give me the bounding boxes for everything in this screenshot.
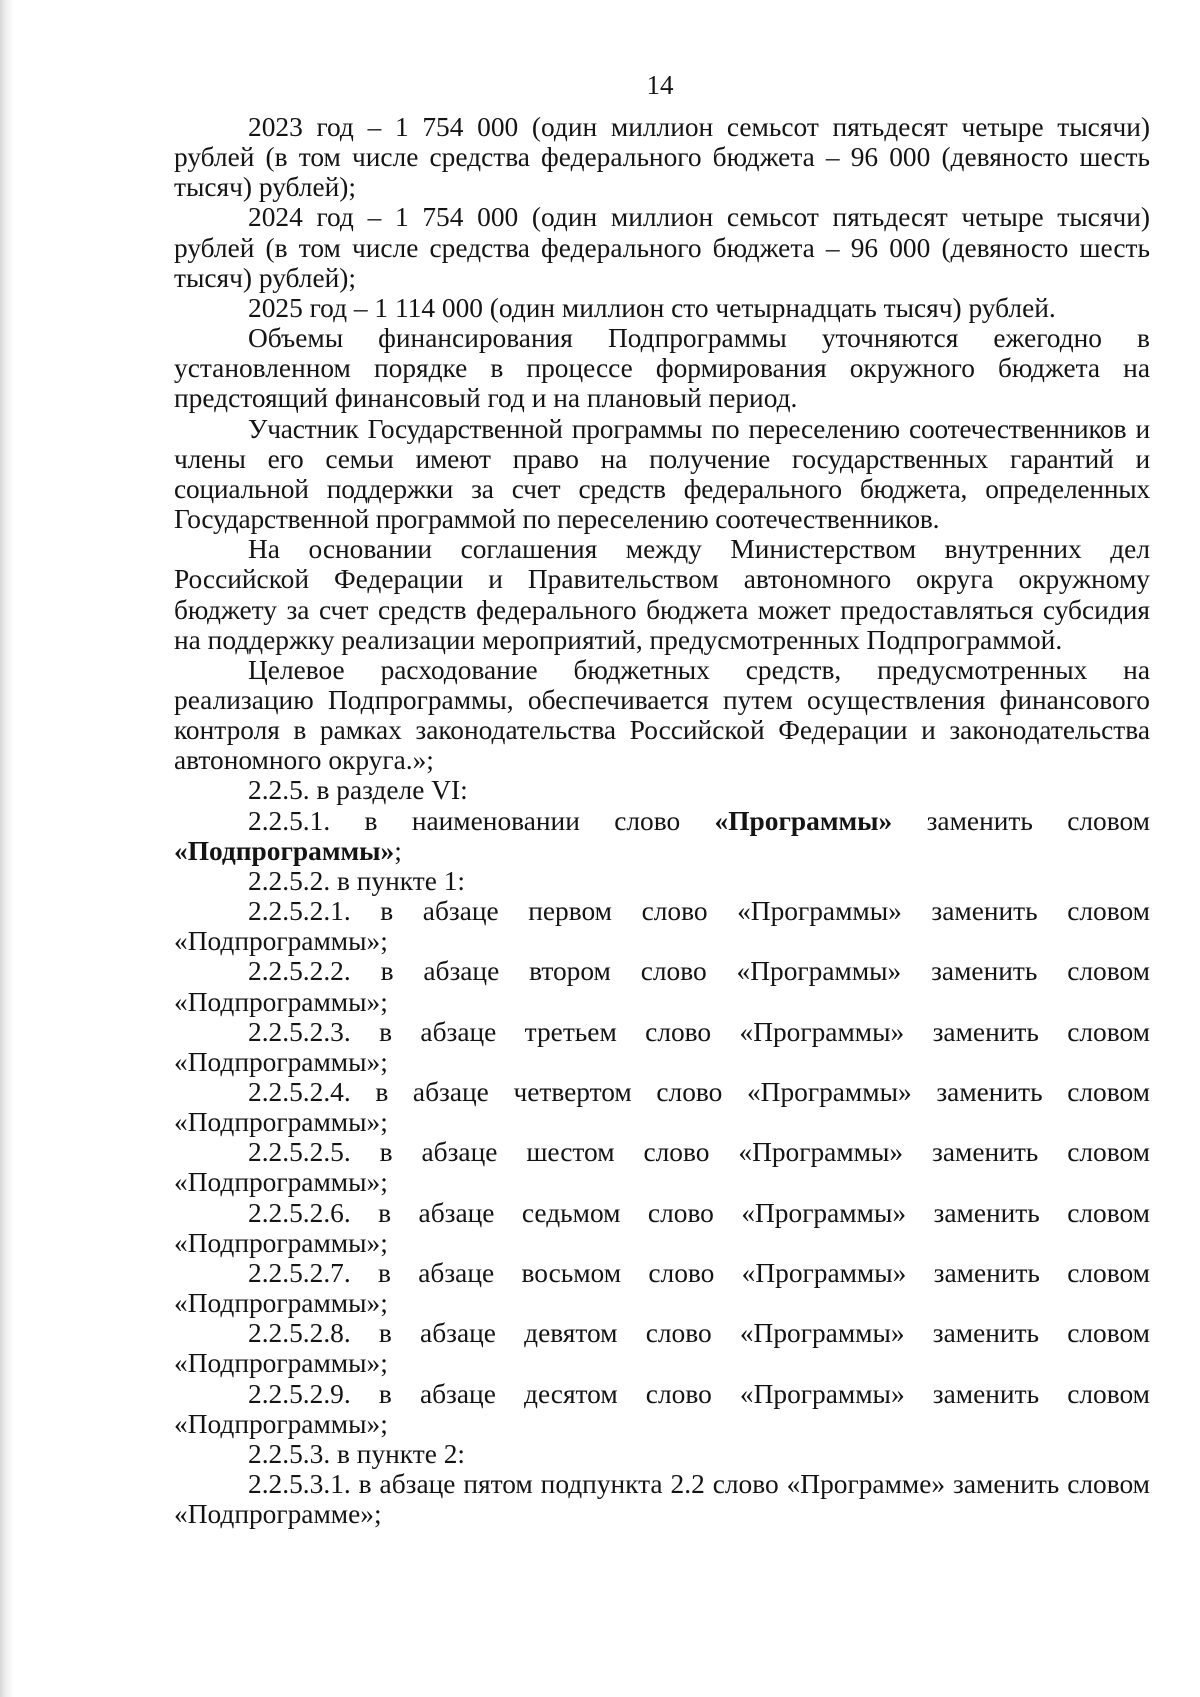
- list-item: 2.2.5.2.3. в абзаце третьем слово «Программы» заменить словом «Подпрограммы»;: [174, 1016, 1150, 1077]
- paragraph-2-2-5-1: [174, 806, 1150, 866]
- paragraph-2-2-5-3: 2.2.5.3. в пункте 2:: [248, 1438, 466, 1469]
- paragraph-2-2-5-2: 2.2.5.2. в пункте 1:: [248, 865, 466, 896]
- paragraph-agreement-subsidy: На основании соглашения между Министерством внутренних дел Российской Федерации и Правительством автономного округа окружному бюджету за счет средств федерального бюджета может предоставляться субсидия на поддержку реализации мероприятий, предусмотренных Подпрограммой.: [174, 534, 1150, 655]
- list-item: 2.2.5.2.5. в абзаце шестом слово «Программы» заменить словом «Подпрограммы»;: [174, 1137, 1150, 1198]
- amendment-middle: заменить словом: [892, 805, 1150, 836]
- page-number: 14: [646, 70, 674, 100]
- list-item: 2.2.5.2.1. в абзаце первом слово «Программы» заменить словом «Подпрограммы»;: [174, 896, 1150, 957]
- list-item: 2.2.5.2.9. в абзаце десятом слово «Программы» заменить словом «Подпрограммы»;: [174, 1378, 1150, 1439]
- scan-page-edge: [0, 0, 14, 1697]
- list-item: 2.2.5.2.6. в абзаце седьмом слово «Программы» заменить словом «Подпрограммы»;: [174, 1197, 1150, 1258]
- paragraph-funding-volumes: Объемы финансирования Подпрограммы уточняются ежегодно в установленном порядке в процессе формирования окружного бюджета на предстоящий финансовый год и на плановый период.: [174, 323, 1150, 414]
- paragraph-participant-rights: Участник Государственной программы по переселению соотечественников и члены его семьи имеют право на получение государственных гарантий и социальной поддержки за счет средств федерального бюджета, определенных Государственной программой по переселению соотечественников.: [174, 413, 1150, 535]
- document-body: [174, 112, 1150, 1529]
- list-item: 2.2.5.2.8. в абзаце девятом слово «Программы» заменить словом «Подпрограммы»;: [174, 1318, 1150, 1379]
- list-item: 2.2.5.2.7. в абзаце восьмом слово «Программы» заменить словом «Подпрограммы»;: [174, 1257, 1150, 1319]
- paragraph-funding-2024: 2024 год – 1 754 000 (один миллион семьсот пятьдесят четыре тысячи) рублей (в том числе средства федерального бюджета – 96 000 (девяносто шесть тысяч) рублей);: [174, 202, 1150, 293]
- list-item: 2.2.5.2.2. в абзаце втором слово «Программы» заменить словом «Подпрограммы»;: [174, 956, 1150, 1017]
- amendment-list-point-1: [174, 896, 1150, 1439]
- amendment-prefix: 2.2.5.1. в наименовании слово: [248, 805, 715, 836]
- paragraph-funding-2025: 2025 год – 1 114 000 (один миллион сто четырнадцать тысяч) рублей.: [248, 292, 1056, 323]
- paragraph-funding-2023: 2023 год – 1 754 000 (один миллион семьсот пятьдесят четыре тысячи) рублей (в том числе средства федерального бюджета – 96 000 (девяносто шесть тысяч) рублей);: [174, 112, 1150, 203]
- paragraph-2-2-5-3-1: 2.2.5.3.1. в абзаце пятом подпункта 2.2 слово «Программе» заменить словом «Подпрограмме»;: [174, 1469, 1150, 1530]
- amendment-word-to: «Подпрограммы»: [174, 835, 395, 866]
- list-item: 2.2.5.2.4. в абзаце четвертом слово «Программы» заменить словом «Подпрограммы»;: [174, 1077, 1150, 1138]
- amendment-word-from: «Программы»: [714, 805, 893, 836]
- amendment-suffix: ;: [394, 835, 402, 866]
- paragraph-section-vi: 2.2.5. в разделе VI:: [248, 775, 468, 806]
- paragraph-targeted-spending: Целевое расходование бюджетных средств, предусмотренных на реализацию Подпрограммы, обеспечивается путем осуществления финансового контроля в рамках законодательства Российской Федерации и законодательства автономного округа.»;: [174, 654, 1150, 776]
